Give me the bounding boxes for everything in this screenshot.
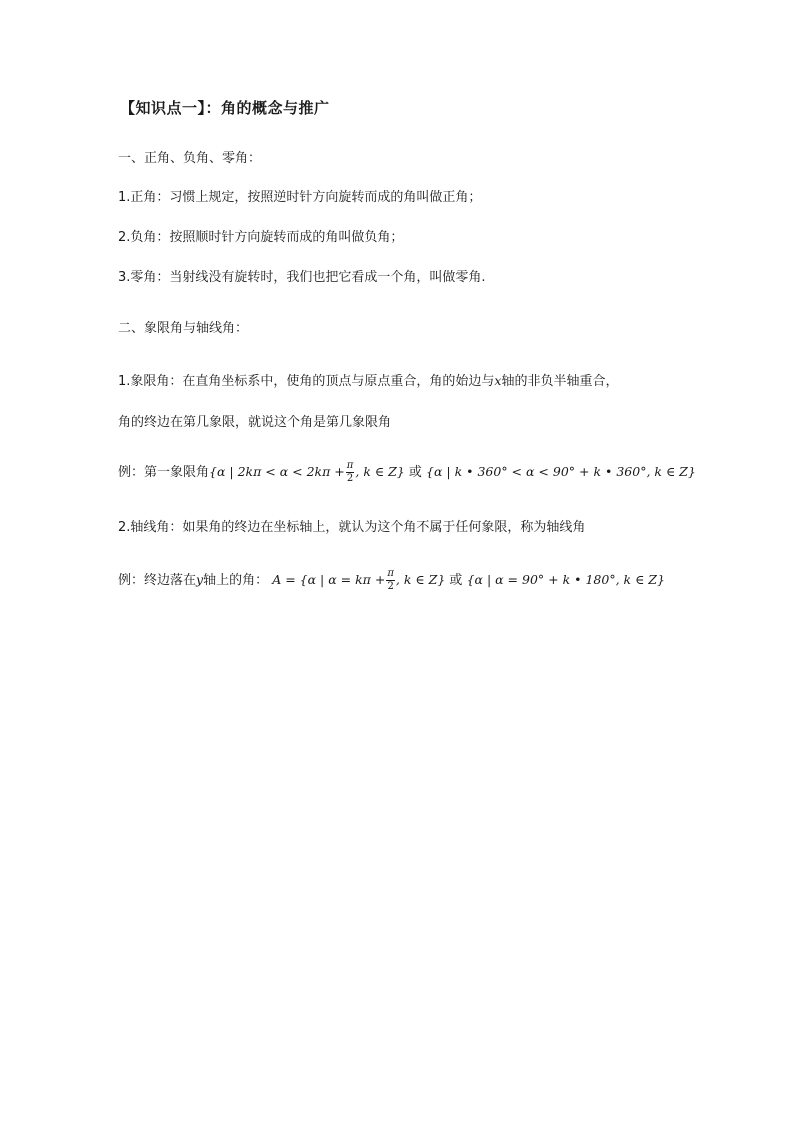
example1-formula-a: {α | 2kπ < α < 2kπ + <box>209 464 345 479</box>
example2-formula-a: A = {α | α = kπ + <box>272 572 386 587</box>
quadrant-text-a: 1.象限角：在直角坐标系中，使角的顶点与原点重合，角的始边与 <box>118 374 495 389</box>
example1-or: 或 <box>408 465 422 480</box>
example2-or: 或 <box>449 573 463 588</box>
section1-heading: 一、正角、负角、零角： <box>118 151 262 166</box>
example2-prefix-a: 例：终边落在 <box>118 573 197 588</box>
page-title: 【知识点一】：角的概念与推广 <box>120 99 330 117</box>
axis-angle-definition: 2.轴线角：如果角的终边在坐标轴上，就认为这个角不属于任何象限，称为轴线角 <box>118 520 586 535</box>
negative-angle-definition: 2.负角：按照顺时针方向旋转而成的角叫做负角； <box>118 230 404 245</box>
example2-formula-b: , k ∈ Z} <box>395 572 446 587</box>
fraction-numerator: π <box>387 568 394 579</box>
x-variable: x <box>494 373 502 388</box>
positive-angle-definition: 1.正角：习惯上规定，按照逆时针方向旋转而成的角叫做正角； <box>118 190 482 205</box>
example1-prefix: 例：第一象限角 <box>118 465 210 480</box>
zero-angle-definition: 3.零角：当射线没有旋转时，我们也把它看成一个角，叫做零角. <box>118 270 486 285</box>
fraction-denominator: 2 <box>346 473 354 484</box>
fraction-denominator: 2 <box>387 581 394 592</box>
example1-formula-c: {α | k • 360° < α < 90° + k • 360°, k ∈ Z} <box>426 464 696 479</box>
pi-over-2-fraction <box>386 568 395 593</box>
example2-prefix-b: 轴上的角： <box>203 573 269 588</box>
example1-formula-b: , k ∈ Z} <box>355 464 405 479</box>
example2 <box>118 568 665 593</box>
quadrant-angle-definition-cont: 角的终边在第几象限，就说这个角是第几象限角 <box>118 415 392 430</box>
section2-heading: 二、象限角与轴线角： <box>118 321 249 336</box>
quadrant-text-b: 轴的非负半轴重合， <box>501 374 619 389</box>
y-variable: y <box>196 572 204 587</box>
quadrant-angle-definition <box>118 372 618 391</box>
fraction-numerator: π <box>346 460 354 471</box>
pi-over-2-fraction <box>346 460 355 485</box>
example2-formula-c: {α | α = 90° + k • 180°, k ∈ Z} <box>466 572 665 587</box>
example1 <box>118 460 696 485</box>
